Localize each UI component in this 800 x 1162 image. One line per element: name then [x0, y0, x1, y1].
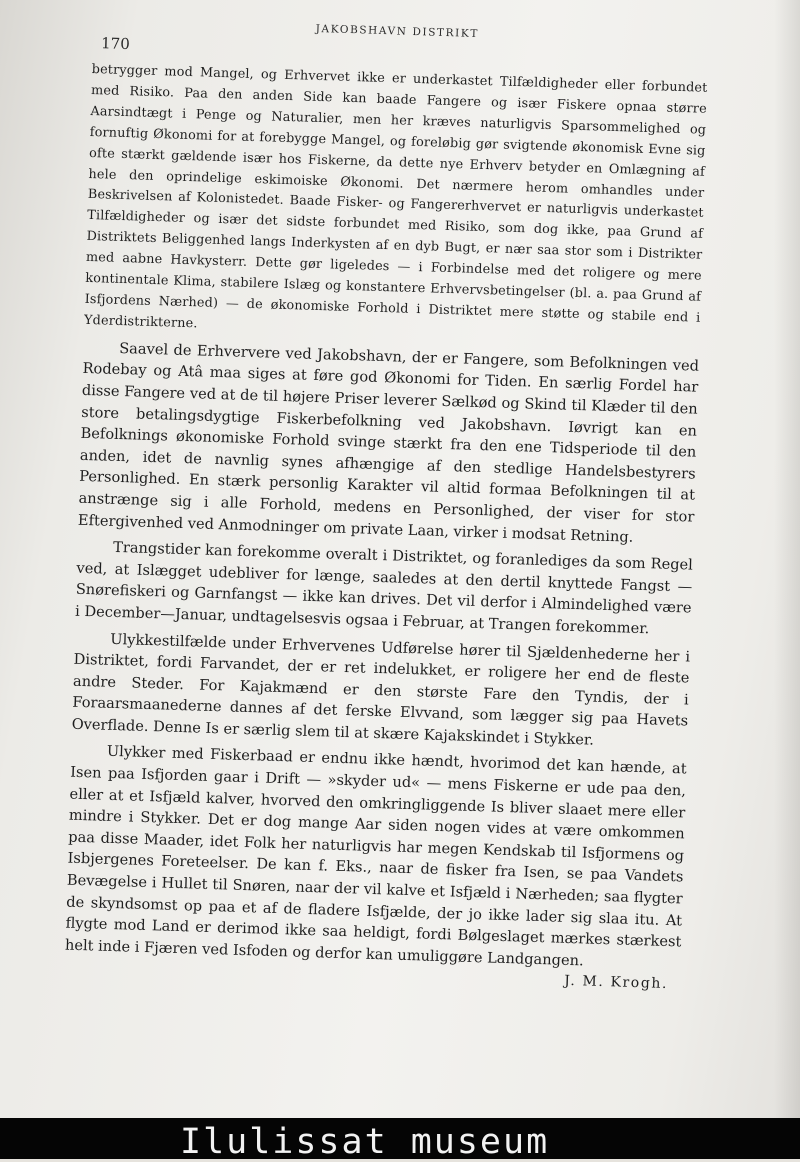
caption-text: Ilulissat museum [180, 1122, 550, 1162]
body-text [64, 60, 708, 993]
header-title: JAKOBSHAVN DISTRIKT [315, 22, 480, 41]
page-number: 170 [100, 34, 131, 54]
paragraph-5: Ulykker med Fiskerbaad er endnu ikke hændt, hvorimod det kan hænde, at Isen paa Isfjorden gaar i Drift — »skyder ud« — mens Fiskerne er ude paa den, eller at et Isfjæld kalver, hvorved den omkringliggende Is bliver slaaet mere eller mindre i Stykker. Det er dog mange Aar siden nogen vides at være omkommen paa disse Maader, idet Folk her naturligvis har megen Kendskab til Isfjormens og Isbjergenes Foreteelser. De kan f. Eks., naar de fisker fra Isen, se paa Vandets Bevægelse i Hullet til Snøren, naar der vil kalve et Isfjæld i Nærheden; saa flygter de skyndsomst op paa et af de fladere Isfjælde, der jo ikke lader sig slaa itu. At flygte mod Land er derimod ikke saa heldigt, fordi Bølgeslaget mærkes stærkest helt inde i Fjæren ved Isfoden og derfor kan umuliggøre Landgangen. [64, 743, 687, 970]
running-header [96, 16, 706, 54]
paragraph-2: Saavel de Erhververe ved Jakobshavn, der er Fangere, som Befolkningen ved Rodebay og Atâ maa siges at føre god Økonomi for Tiden. En særlig Fordel har disse Fangere ved at de til højere Priser leverer Sælkød og Skind til Klæder til den store betalingsdygtige Fiskerbefolkning ved Jakobshavn. Iøvrigt kan en Befolknings økonomiske Forhold svinge stærkt fra den ene Tidsperiode til den anden, idet de navnlig synes afhængige af den stedlige Handelsbestyrers Personlighed. En stærk personlig Karakter vil altid formaa Befolkningen til at anstrænge sig i alle Forhold, medens en Personlighed, der viser for stor Eftergivenhed ved Anmodninger om private Laan, virker i modsat Retning. [77, 339, 700, 546]
paragraph-3: Trangstider kan forekomme overalt i Distriktet, og foranlediges da som Regel ved, at Islægget udebliver for længe, saaledes at den dertil knyttede Fangst — Snørefiskeri og Garnfangst — ikke kan drives. Det vil derfor i Almindelighed være i December—Januar, undtagelsesvis ogsaa i Februar, at Trangen forekommer. [74, 539, 694, 638]
paragraph-4: Ulykkestilfælde under Erhvervenes Udførelse hører til Sjældenhederne her i Distriktet, fordi Farvandet, der er ret indelukket, er roligere her end de fleste andre Steder. For Kajakmænd er den største Fare den Tyndis, der i Foraarsmaanederne dannes af det ferske Elvvand, som lægger sig paa Havets Overflade. Denne Is er særlig slem til at skære Kajakskindet i Stykker. [71, 630, 691, 749]
page-edge-shadow [774, 0, 800, 1159]
author-signature: J. M. Krogh. [563, 973, 669, 993]
paragraph-1: betrygger mod Mangel, og Erhvervet ikke er underkastet Tilfældigheder eller forbundet med Risiko. Paa den anden Side kan baade Fangere og især Fiskere opnaa større Aarsindtægt i Penge og Naturalier, men her kræves naturligvis Sparsommelighed og fornuftig Økonomi for at forebygge Mangel, og foreløbig gør svigtende økonomisk Evne sig ofte stærkt gældende især hos Fiskerne, da dette nye Erhverv betyder en Omlægning af hele den oprindelige eskimoiske Økonomi. Det nærmere herom omhandles under Beskrivelsen af Kolonistedet. Baade Fisker- og Fangererhvervet er naturligvis underkastet Tilfældigheder og især det sidste forbundet med Risiko, som dog ikke, paa Grund af Distriktets Beliggenhed langs Inderkysten af en dyb Bugt, er nær saa stor som i Distrikter med aabne Havkysterr. Dette gør ligeledes — i Forbindelse med det roligere og mere kontinentale Klima, stabilere Islæg og konstantere Erhvervsbetingelser (bl. a. paa Grund af Isfjordens Nærhed) — de økonomiske Forhold i Distriktet mere støtte og stabile end i Yderdistrikterne. [83, 61, 708, 332]
caption-bar [0, 1118, 800, 1162]
